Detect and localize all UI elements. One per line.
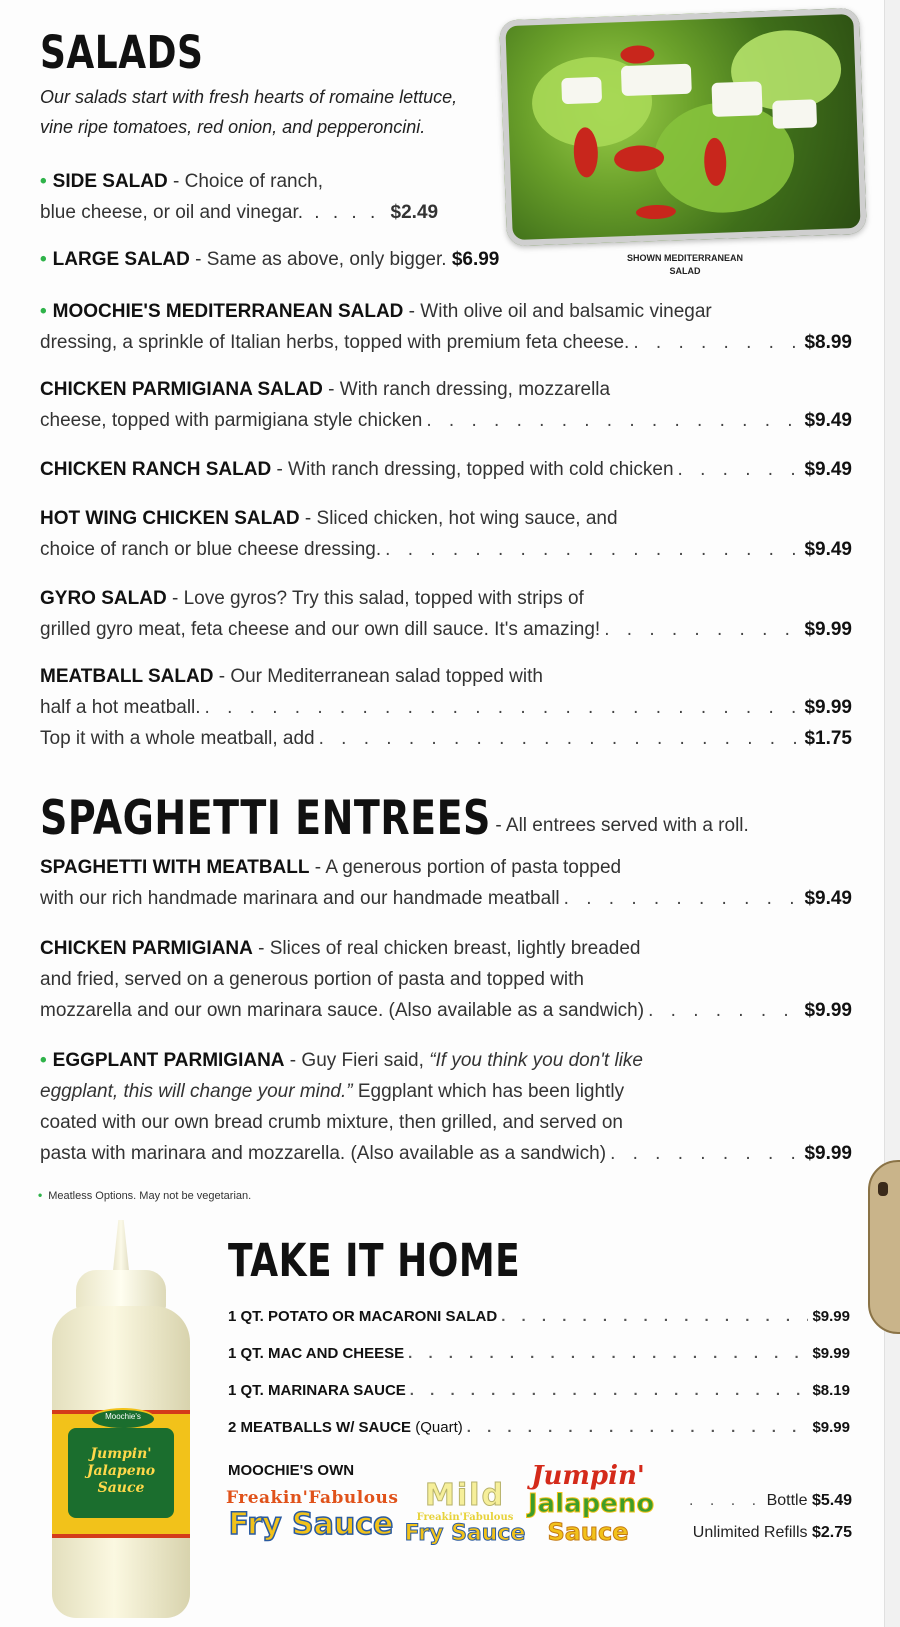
item-price: $2.49 <box>390 202 439 223</box>
item-price: $9.99 <box>812 1419 850 1436</box>
logo-text: Jalapeno <box>528 1489 655 1519</box>
item-price: $6.99 <box>451 249 500 270</box>
item-desc: - Sliced chicken, hot wing sauce, and <box>299 508 618 529</box>
intro-line: Our salads start with fresh hearts of romaine lettuce, <box>40 87 458 107</box>
bottle-label <box>52 1410 190 1538</box>
item-name: SIDE SALAD <box>52 171 168 192</box>
item-desc: mozzarella and our own marinara sauce. (Also available as a sandwich) <box>40 1000 645 1021</box>
item-desc: - With olive oil and balsamic vinegar <box>403 301 712 322</box>
item-desc: grilled gyro meat, feta cheese and our own dill sauce. It's amazing! <box>40 619 601 640</box>
item-name: CHICKEN PARMIGIANA SALAD <box>40 379 323 400</box>
footnote-text: Meatless Options. May not be vegetarian. <box>48 1190 252 1202</box>
item-price: $9.99 <box>804 1000 852 1021</box>
item-name: GYRO SALAD <box>40 588 167 609</box>
item-desc: Top it with a whole meatball, add <box>40 728 315 749</box>
bottle-cap <box>76 1270 166 1310</box>
caption-line: SHOWN MEDITERRANEAN <box>627 253 743 263</box>
item-desc: - A generous portion of pasta topped <box>309 857 622 878</box>
leader-dots <box>205 692 801 723</box>
take-home-item <box>228 1343 850 1365</box>
item-name: LARGE SALAD <box>52 249 190 270</box>
item-quote: “If you think you don't like <box>429 1050 643 1071</box>
salads-heading: SALADS <box>40 28 204 80</box>
bottle-label-line: Sauce <box>97 1480 145 1496</box>
feta-shape <box>772 99 817 129</box>
menu-item-hot-wing-chicken-salad <box>40 503 852 565</box>
menu-item-side-salad <box>40 166 490 228</box>
leader-dots <box>501 1306 808 1328</box>
item-price: $8.99 <box>804 332 852 353</box>
item-name: CHICKEN RANCH SALAD <box>40 459 272 480</box>
logo-text: Jumpin' <box>531 1461 645 1491</box>
leader-dots <box>408 1343 808 1365</box>
item-price: $9.99 <box>812 1345 850 1362</box>
menu-item-large-salad <box>40 244 600 275</box>
item-price: $9.99 <box>804 1143 852 1164</box>
item-name: 1 QT. POTATO OR MACARONI SALAD <box>228 1308 498 1325</box>
page-edge <box>884 0 900 1627</box>
logo-text: Fry Sauce <box>404 1521 526 1546</box>
item-price: $5.49 <box>811 1492 852 1509</box>
salad-photo <box>499 8 867 246</box>
feta-shape <box>711 81 762 117</box>
item-desc: - Same as above, only bigger. <box>189 249 447 270</box>
tomato-shape <box>620 45 655 64</box>
leader-dots <box>319 723 801 754</box>
leader-dots <box>648 995 800 1026</box>
item-price: $8.19 <box>812 1382 850 1399</box>
refill-price-row <box>650 1522 852 1544</box>
meatless-bullet-icon: • <box>40 301 47 322</box>
leader-dots: . . . . <box>314 202 380 223</box>
item-desc: - With ranch dressing, topped with cold chicken <box>271 459 674 480</box>
item-desc: - With ranch dressing, mozzarella <box>322 379 611 400</box>
item-price: $9.49 <box>804 539 852 560</box>
item-desc: and fried, served on a generous portion of pasta and topped with <box>40 969 584 990</box>
item-price: $9.99 <box>804 619 852 640</box>
freakin-fabulous-fry-sauce-logo <box>226 1488 399 1542</box>
photo-caption <box>610 252 760 278</box>
item-name: MEATBALL SALAD <box>40 666 214 687</box>
item-desc: pasta with marinara and mozzarella. (Also available as a sandwich) <box>40 1143 607 1164</box>
item-desc: cheese, topped with parmigiana style chicken <box>40 410 423 431</box>
menu-item-chicken-parmigiana-salad <box>40 374 852 436</box>
leader-dots <box>564 883 801 914</box>
jumpin-jalapeno-sauce-logo <box>528 1461 655 1546</box>
item-desc: - Love gyros? Try this salad, topped with strips of <box>166 588 584 609</box>
price-label: Unlimited Refills <box>692 1524 808 1541</box>
menu-item-chicken-ranch-salad <box>40 454 852 485</box>
item-name: 1 QT. MAC AND CHEESE <box>228 1345 405 1362</box>
item-desc: - Slices of real chicken breast, lightly breaded <box>252 938 641 959</box>
take-home-item <box>228 1417 850 1439</box>
menu-item-gyro-salad <box>40 583 852 645</box>
item-price: $9.49 <box>804 888 852 909</box>
logo-text: Freakin'Fabulous <box>226 1488 399 1508</box>
sauce-bottle-image <box>46 1220 196 1620</box>
item-desc: with our rich handmade marinara and our handmade meatball <box>40 888 560 909</box>
item-price: $9.49 <box>804 410 852 431</box>
logo-text: Freakin'Fabulous <box>416 1512 514 1523</box>
item-name: 2 MEATBALLS W/ SAUCE <box>228 1419 412 1436</box>
leader-dots <box>678 454 801 485</box>
leader-dots <box>385 534 800 565</box>
meatless-bullet-icon: • <box>40 1050 47 1071</box>
logo-text: Fry Sauce <box>228 1507 394 1542</box>
item-desc: - Our Mediterranean salad topped with <box>213 666 543 687</box>
bottle-price-row <box>650 1490 852 1512</box>
menu-item-spaghetti-with-meatball <box>40 852 852 914</box>
spaghetti-subheading: - All entrees served with a roll. <box>495 815 749 836</box>
item-desc: choice of ranch or blue cheese dressing. <box>40 539 382 560</box>
item-desc: dressing, a sprinkle of Italian herbs, topped with premium feta cheese. <box>40 332 630 353</box>
moochies-own-label: MOOCHIE'S OWN <box>228 1462 355 1479</box>
bottle-label-line: Jumpin' <box>90 1446 152 1462</box>
item-price: $1.75 <box>804 728 852 749</box>
feta-shape <box>621 64 692 96</box>
item-desc: - Guy Fieri said, <box>284 1050 430 1071</box>
item-name: HOT WING CHICKEN SALAD <box>40 508 300 529</box>
bottle-brand: Moochie's <box>90 1408 156 1430</box>
tomato-shape <box>636 204 676 219</box>
spaghetti-heading-row <box>40 790 749 845</box>
menu-item-chicken-parmigiana <box>40 933 852 1026</box>
mild-fry-sauce-logo <box>400 1480 530 1545</box>
meatless-bullet-icon: • <box>40 249 47 270</box>
salads-intro <box>40 82 457 142</box>
take-home-item <box>228 1380 850 1402</box>
menu-item-eggplant-parmigiana <box>40 1045 852 1169</box>
meatless-bullet-icon: • <box>38 1188 43 1202</box>
cookie-image <box>868 1160 900 1334</box>
leader-dots <box>610 1138 800 1169</box>
footnote <box>38 1188 251 1202</box>
menu-item-mediterranean-salad <box>40 296 852 358</box>
item-name: MOOCHIE'S MEDITERRANEAN SALAD <box>52 301 404 322</box>
item-desc: blue cheese, or oil and vinegar. <box>40 202 304 223</box>
item-price: $9.99 <box>804 697 852 718</box>
leader-dots <box>633 327 800 358</box>
meatless-bullet-icon: • <box>40 171 47 192</box>
intro-line: vine ripe tomatoes, red onion, and pepperoncini. <box>40 117 426 137</box>
leader-dots <box>410 1380 809 1402</box>
item-price: $9.49 <box>804 459 852 480</box>
item-desc: coated with our own bread crumb mixture, then grilled, and served on <box>40 1112 623 1133</box>
spaghetti-heading: SPAGHETTI ENTREES <box>40 790 491 845</box>
item-quote: eggplant, this will change your mind.” <box>40 1081 353 1102</box>
bottle-label-text <box>68 1428 174 1518</box>
leader-dots <box>426 405 800 436</box>
take-home-item <box>228 1306 850 1328</box>
item-name: EGGPLANT PARMIGIANA <box>52 1050 285 1071</box>
logo-text: Mild <box>425 1478 505 1513</box>
item-desc: half a hot meatball. <box>40 697 201 718</box>
item-name: 1 QT. MARINARA SAUCE <box>228 1382 406 1399</box>
item-price: $2.75 <box>811 1524 852 1541</box>
bottle-label-line: Jalapeno <box>86 1463 156 1479</box>
take-home-heading: TAKE IT HOME <box>228 1236 521 1288</box>
leader-dots <box>604 614 800 645</box>
logo-text: Sauce <box>547 1518 629 1546</box>
leader-dots: . . . . <box>689 1492 763 1509</box>
item-desc: Eggplant which has been lightly <box>352 1081 625 1102</box>
price-label: Bottle <box>766 1492 808 1509</box>
item-desc: - Choice of ranch, <box>167 171 323 192</box>
item-name: SPAGHETTI WITH MEATBALL <box>40 857 310 878</box>
menu-item-meatball-salad <box>40 661 852 754</box>
feta-shape <box>561 77 602 104</box>
caption-line: SALAD <box>669 266 701 276</box>
item-price: $9.99 <box>812 1308 850 1325</box>
leader-dots <box>467 1417 809 1439</box>
item-suffix: (Quart) <box>411 1419 463 1436</box>
item-name: CHICKEN PARMIGIANA <box>40 938 253 959</box>
